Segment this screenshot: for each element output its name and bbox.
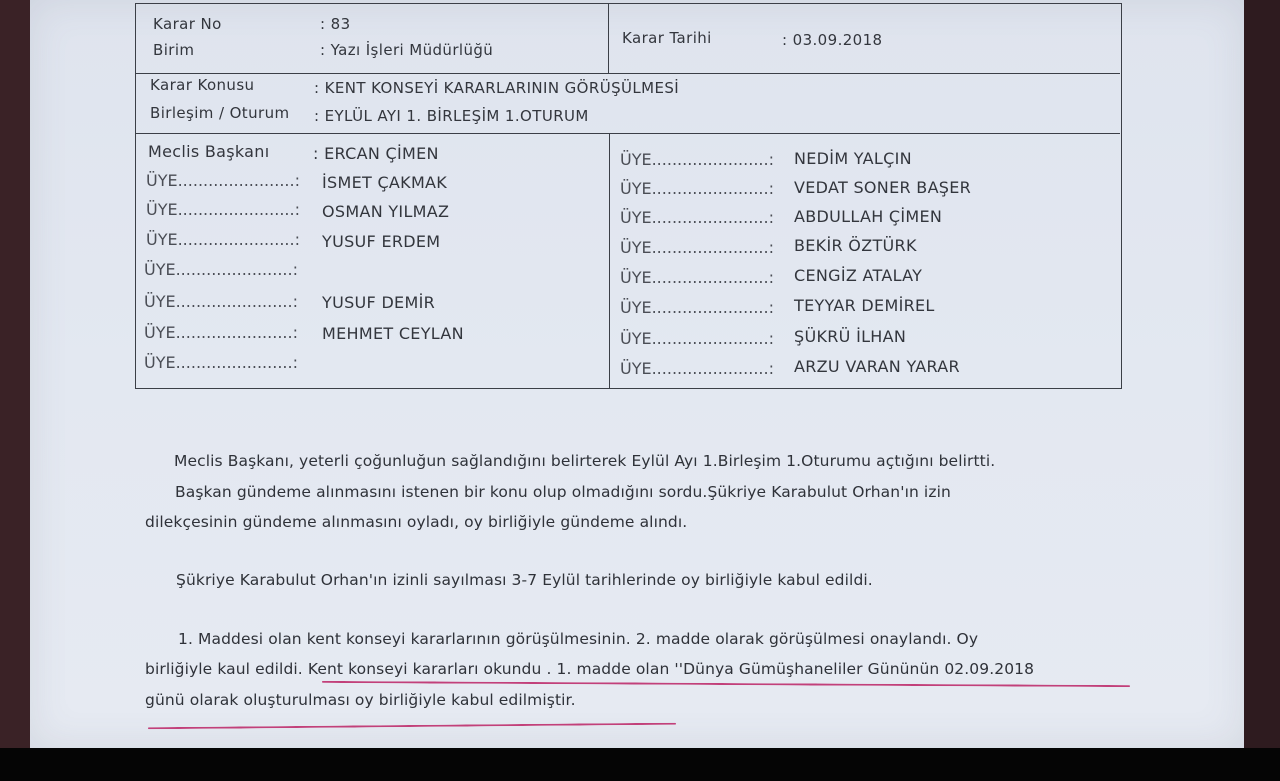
member-name: BEKİR ÖZTÜRK bbox=[794, 236, 917, 255]
member-name: VEDAT SONER BAŞER bbox=[794, 178, 972, 197]
member-name: ARZU VARAN YARAR bbox=[794, 357, 960, 376]
member-label: ÜYE.......................: bbox=[144, 323, 298, 342]
karar-konusu-label: Karar Konusu bbox=[150, 76, 255, 94]
table-rule bbox=[136, 133, 1120, 134]
table-rule bbox=[608, 4, 609, 73]
member-label: ÜYE.......................: bbox=[620, 238, 774, 257]
member-label: ÜYE.......................: bbox=[144, 353, 298, 372]
paragraph-line: Başkan gündeme alınmasını istenen bir konu olup olmadığını sordu.Şükriye Karabulut Orhan'ın izin bbox=[175, 483, 951, 501]
chair-value: : ERCAN ÇİMEN bbox=[313, 144, 439, 163]
member-label: ÜYE.......................: bbox=[620, 359, 774, 378]
member-name: MEHMET CEYLAN bbox=[322, 324, 464, 343]
member-name: ŞÜKRÜ İLHAN bbox=[794, 327, 907, 346]
member-label: ÜYE.......................: bbox=[620, 208, 774, 227]
bottom-border bbox=[0, 748, 1280, 781]
member-label: ÜYE.......................: bbox=[620, 268, 774, 287]
chair-label: Meclis Başkanı bbox=[148, 142, 270, 161]
birlesim-value: : EYLÜL AYI 1. BİRLEŞİM 1.OTURUM bbox=[314, 107, 589, 125]
paragraph-line: Meclis Başkanı, yeterli çoğunluğun sağlandığını belirterek Eylül Ayı 1.Birleşim 1.Oturumu açtığını belirtti. bbox=[174, 452, 996, 470]
karar-tarihi-label: Karar Tarihi bbox=[622, 29, 712, 47]
decision-header-table bbox=[135, 3, 1122, 389]
member-name: ABDULLAH ÇİMEN bbox=[794, 207, 943, 226]
karar-no-value: : 83 bbox=[320, 15, 351, 33]
paragraph-line: günü olarak oluşturulması oy birliğiyle kabul edilmiştir. bbox=[145, 691, 576, 709]
karar-no-label: Karar No bbox=[153, 15, 222, 33]
member-label: ÜYE.......................: bbox=[144, 260, 298, 279]
birim-label: Birim bbox=[153, 41, 195, 59]
paragraph-line: dilekçesinin gündeme alınmasını oyladı, oy birliğiyle gündeme alındı. bbox=[145, 513, 688, 531]
table-rule bbox=[136, 73, 1120, 74]
member-label: ÜYE.......................: bbox=[620, 150, 774, 169]
table-rule bbox=[609, 133, 610, 388]
member-name: YUSUF DEMİR bbox=[322, 293, 436, 312]
member-name: OSMAN YILMAZ bbox=[322, 202, 450, 221]
paragraph-line: 1. Maddesi olan kent konseyi kararlarının görüşülmesinin. 2. madde olarak görüşülmesi onaylandı. Oy bbox=[178, 630, 979, 648]
member-label: ÜYE.......................: bbox=[146, 200, 300, 219]
member-name: İSMET ÇAKMAK bbox=[322, 173, 448, 192]
member-label: ÜYE.......................: bbox=[620, 298, 774, 317]
member-label: ÜYE.......................: bbox=[620, 179, 774, 198]
birlesim-label: Birleşim / Oturum bbox=[150, 104, 290, 122]
member-label: ÜYE.......................: bbox=[144, 292, 298, 311]
member-name: CENGİZ ATALAY bbox=[794, 266, 923, 285]
member-name: NEDİM YALÇIN bbox=[794, 149, 912, 168]
member-label: ÜYE.......................: bbox=[620, 329, 774, 348]
member-name: TEYYAR DEMİREL bbox=[794, 296, 935, 315]
paragraph-line: birliğiyle kaul edildi. Kent konseyi kararları okundu . 1. madde olan ''Dünya Gümüşhaneliler Gününün 02.09.2018 bbox=[145, 660, 1035, 678]
paragraph-line: Şükriye Karabulut Orhan'ın izinli sayılması 3-7 Eylül tarihlerinde oy birliğiyle kabul edildi. bbox=[176, 571, 873, 589]
karar-konusu-value: : KENT KONSEYİ KARARLARININ GÖRÜŞÜLMESİ bbox=[314, 79, 680, 97]
karar-tarihi-value: : 03.09.2018 bbox=[782, 31, 883, 49]
member-name: YUSUF ERDEM bbox=[322, 232, 441, 251]
birim-value: : Yazı İşleri Müdürlüğü bbox=[320, 41, 494, 59]
member-label: ÜYE.......................: bbox=[146, 230, 300, 249]
member-label: ÜYE.......................: bbox=[146, 171, 300, 190]
